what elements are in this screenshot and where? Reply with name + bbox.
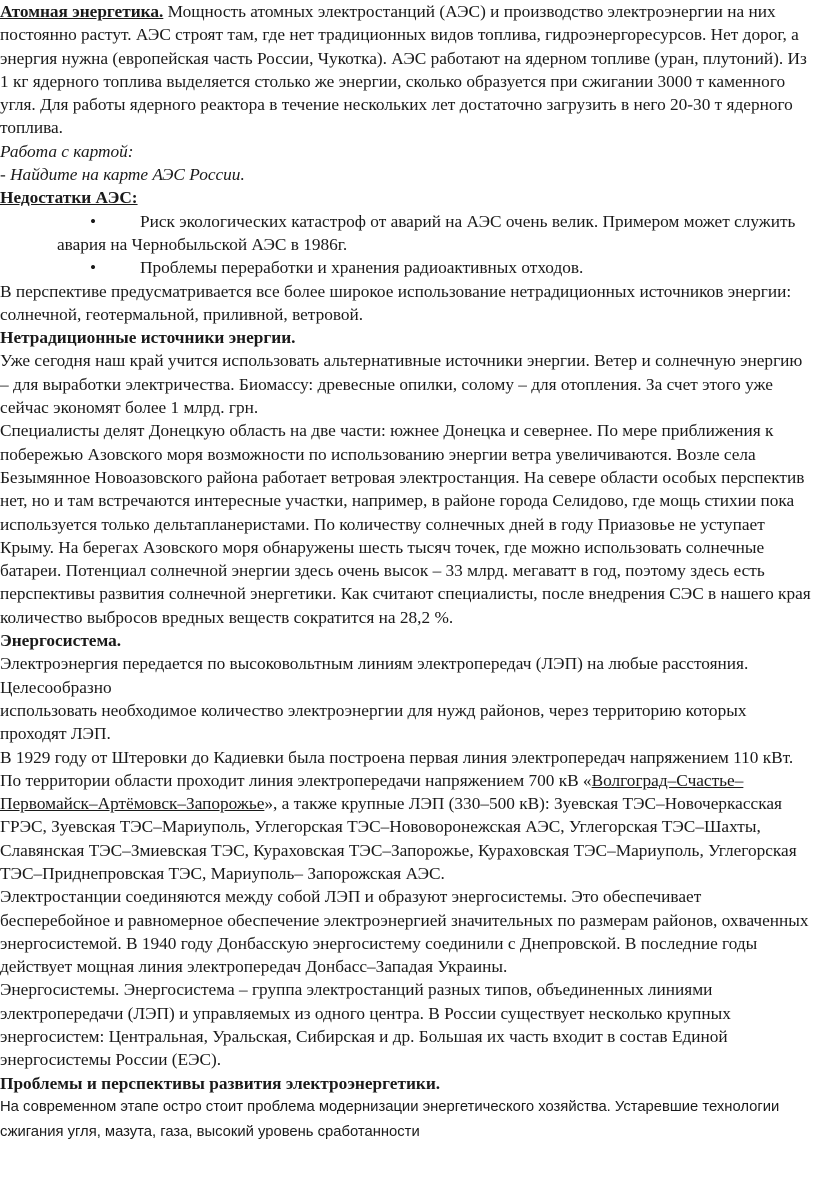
grid-paragraph-1b: использовать необходимое количество электроэнергии для нужд районов, через территорию которых проходят ЛЭП. [0,700,747,744]
grid-heading: Энергосистема. [0,631,122,651]
alternative-paragraph-1: Уже сегодня наш край учится использовать альтернативные источники энергии. Ветер и солнечную энергию – для выработки электричества. Биомассу: древесные опилки, солому – для отопления. За счет этого уже сейчас экономят более 1 млрд. грн. [0,351,803,418]
nuclear-heading: Атомная энергетика. [0,2,164,21]
grid-paragraph-1a: Электроэнергия передается по высоковольтным линиям электропередач (ЛЭП) на любые расстояния. Целесообразно [0,654,749,697]
grid-p2-before: В 1929 году от Штеровки до Кадиевки была построена первая линия электропередач напряжением 110 кВт. По территории области проходит линия электропередачи напряжением 700 кВ « [0,747,794,790]
drawbacks-after: В перспективе предусматривается все более широкое использование нетрадиционных источников энергии: солнечной, геотермальной, приливной, ветровой. [0,281,792,324]
alternative-heading: Нетрадиционные источники энергии. [0,328,296,348]
grid-paragraph-3: Электростанции соединяются между собой ЛЭП и образуют энергосистемы. Это обеспечивает бесперебойное и равномерное обеспечение электроэнергией значительных по размерам районов, охваченных энергосистемой. В 1940 году Донбасскую энергосистему соединили с Днепровской. В последние годы действует мощная линия электропередач Донбасс–Западая Украины. [0,887,809,977]
grid-paragraph-2 [0,746,814,886]
drawback-item-2 [0,256,814,279]
problems-heading: Проблемы и перспективы развития электроэнергетики. [0,1073,441,1093]
drawback-text-1: Риск экологических катастроф от аварий на АЭС очень велик. Примером может служить авария на Чернобыльской АЭС в 1986г. [57,211,796,254]
grid-p2-after: », а также крупные ЛЭП (330–500 кВ): Зуевская ТЭС–Новочеркасская ГРЭС, Зуевская ТЭС–Мариуполь, Углегорская ТЭС–Нововоронежская АЭС, Углегорская ТЭС–Шахты, Славянская ТЭС–Змиевская ТЭС, Кураховская ТЭС–Запорожье, Кураховская ТЭС–Мариуполь, Углегорская ТЭС–Приднепровская ТЭС, Мариуполь– Запорожская АЭС. [0,794,797,883]
problems-text: На современном этапе остро стоит проблема модернизации энергетического хозяйства. Устаревшие технологии сжигания угля, мазута, газа, высокий уровень сработанности [0,1098,780,1140]
nuclear-text: Мощность атомных электростанций (АЭС) и производство электроэнергии на них постоянно растут. АЭС строят там, где нет традиционных видов топлива, гидроэнергоресурсов. Нет дорог, а энергия нужна (европейская часть России, Чукотка). АЭС работают на ядерном топливе (уран, плутоний). Из 1 кг ядерного топлива выделяется столько же энергии, сколько образуется при сжигании 3000 т каменного угля. Для работы ядерного реактора в течение нескольких лет достаточно загрузить в него 20-30 т ядерного топлива. [0,2,807,138]
map-task-title: Работа с картой: [0,141,134,161]
map-task-item: - Найдите на карте АЭС России. [0,165,245,185]
drawback-item-1 [0,210,814,257]
nuclear-paragraph [0,0,814,140]
power-line-route: Волгоград–Счастье– Первомайск–Артёмовск–Запорожье [0,770,744,814]
bullet-icon: • [90,258,97,278]
drawbacks-heading: Недостатки АЭС: [0,188,138,208]
alternative-paragraph-2: Специалисты делят Донецкую область на две части: южнее Донецка и севернее. По мере приближения к побережью Азовского моря возможности по использованию энергии ветра увеличиваются. Возле села Безымянное Новоазовского района работает ветровая электростанция. На севере области особых перспектив нет, но и там встречаются интересные участки, например, в районе города Селидово, где мощь стихии пока используется только дельтапланеристами. По количеству солнечных дней в году Приазовье не уступает Крыму. На берегах Азовского моря обнаружены шесть тысяч точек, где можно использовать солнечные батареи. Потенциал солнечной энергии здесь очень высок – 33 млрд. мегаватт в год, поэтому здесь есть перспективы развития солнечной энергетики. Как считают специалисты, после внедрения СЭС в нашего края количество выбросов вредных веществ сократится на 28,2 %. [0,421,811,627]
drawback-text-2: Проблемы переработки и хранения радиоактивных отходов. [140,258,584,278]
bullet-icon: • [90,211,97,231]
grid-paragraph-4: Энергосистемы. Энергосистема – группа электростанций разных типов, объединенных линиями электропередачи (ЛЭП) и управляемых из одного центра. В России существует несколько крупных энергосистем: Центральная, Уральская, Сибирская и др. Большая их часть входит в состав Единой энергосистемы России (ЕЭС). [0,980,731,1070]
